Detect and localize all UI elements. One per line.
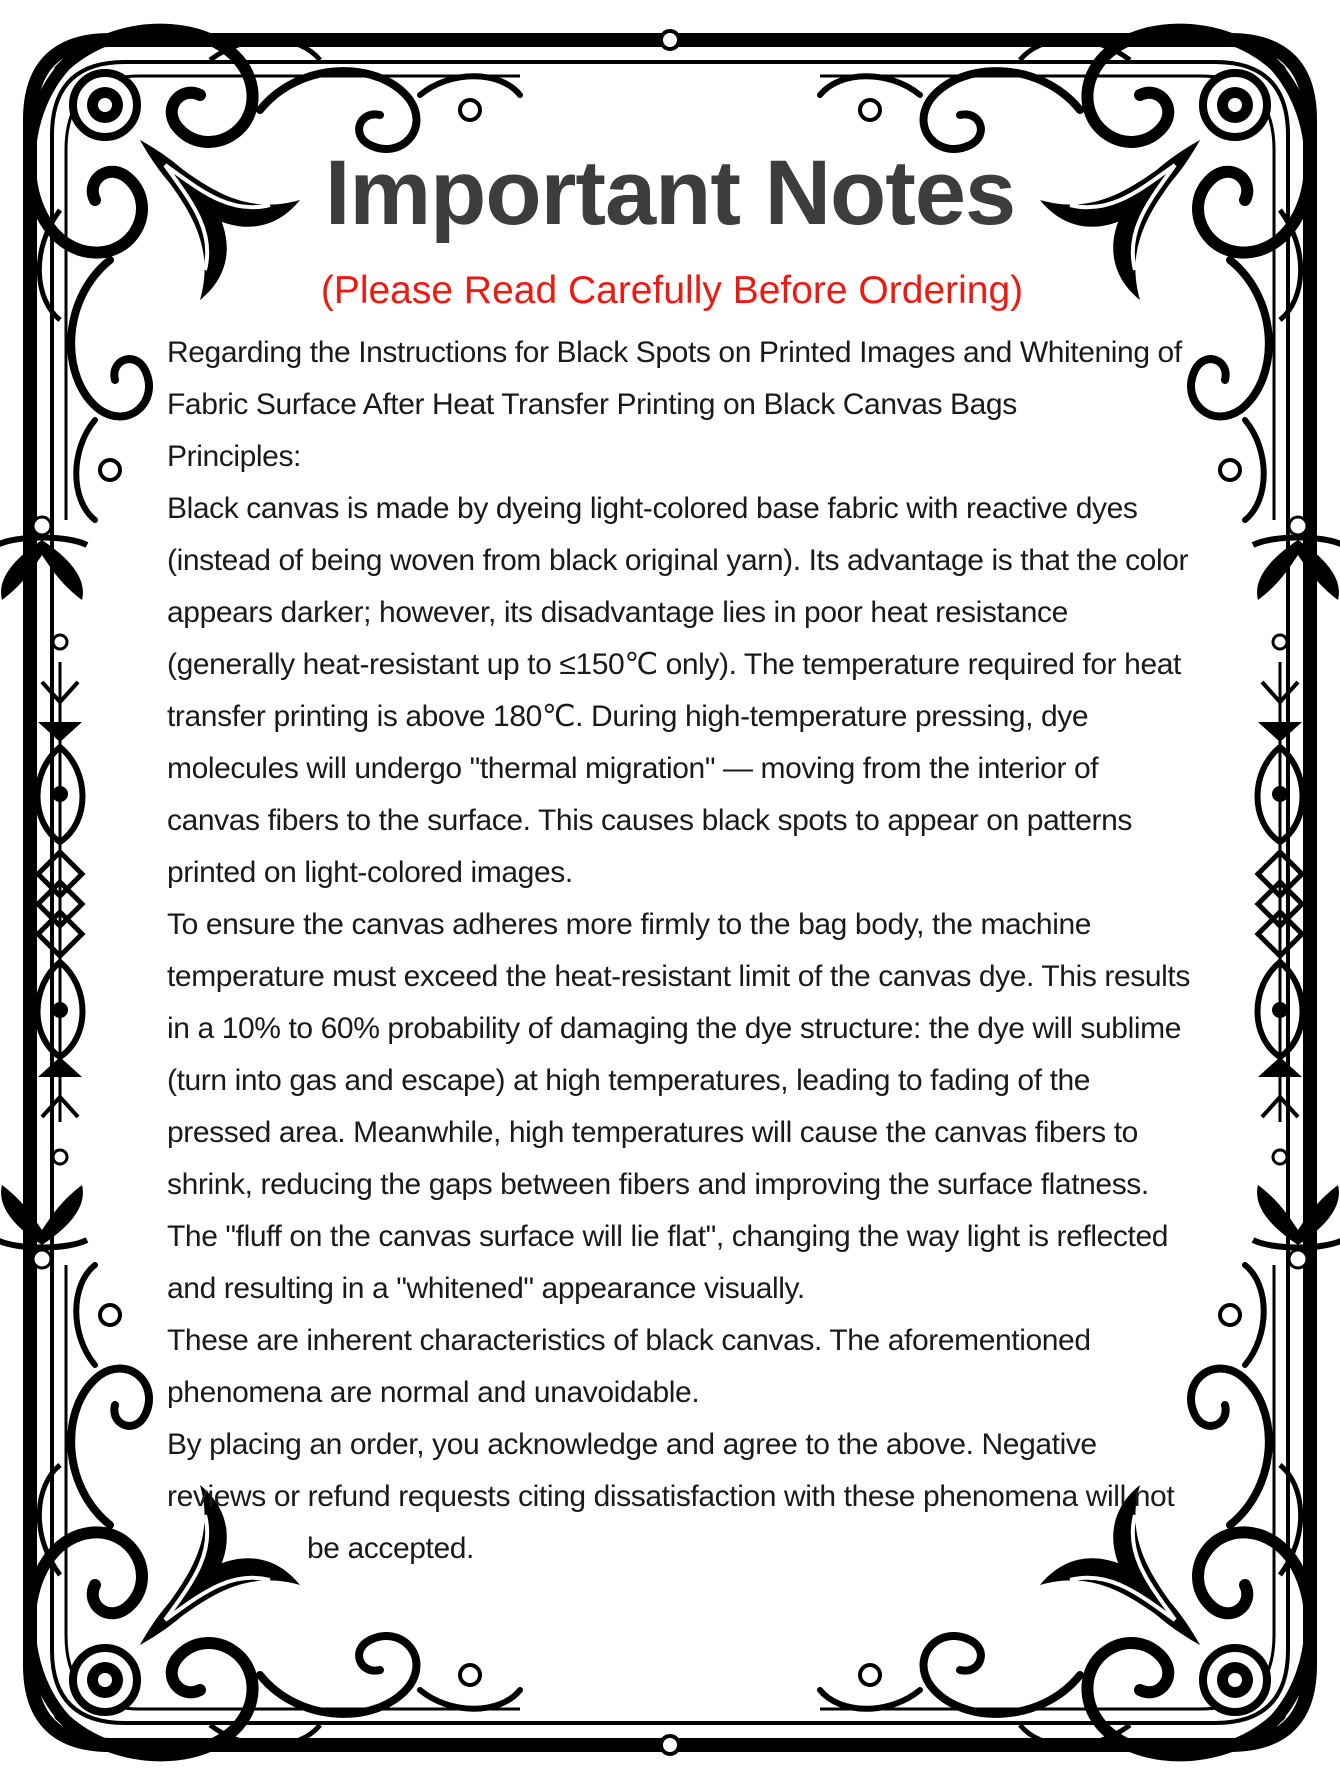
notes-heading-paragraph: Regarding the Instructions for Black Spots on Printed Images and Whitening of Fabric Surface After Heat Transfer Printing on Black Canvas Bags — [167, 336, 1182, 421]
principles-label: Principles: — [167, 440, 301, 473]
page-title: Important Notes — [324, 142, 1016, 244]
notes-body — [167, 327, 1197, 1575]
notes-paragraph-black-spots: Black canvas is made by dyeing light-colored base fabric with reactive dyes (instead of being woven from black original yarn). Its advantage is that the color appears darker; however, its disadvantage lies in poor heat resistance (generally heat-resistant up to ≤150℃ only). The temperature required for heat transfer printing is above 180℃. During high-temperature pressing, dye molecules will undergo "thermal migration" — moving from the interior of canvas fibers to the surface. This causes black spots to appear on patterns printed on light-colored images. — [167, 492, 1189, 889]
notes-paragraph-whitening: To ensure the canvas adheres more firmly to the bag body, the machine temperature must exceed the heat-resistant limit of the canvas dye. This results in a 10% to 60% probability of damaging the dye structure: the dye will sublime (turn into gas and escape) at high temperatures, leading to fading of the pressed area. Meanwhile, high temperatures will cause the canvas fibers to shrink, reducing the gaps between fibers and improving the surface flatness. The "fluff on the canvas surface will lie flat", changing the way light is reflected and resulting in a "whitened" appearance visually. — [167, 908, 1190, 1305]
notes-paragraph-agreement: By placing an order, you acknowledge and agree to the above. Negative reviews or refund requests citing dissatisfaction with these phenomena will not — [167, 1428, 1175, 1513]
notes-paragraph-characteristics: These are inherent characteristics of black canvas. The aforementioned phenomena are normal and unavoidable. — [167, 1324, 1091, 1409]
notes-closing-line: be accepted. — [307, 1532, 474, 1565]
page-subtitle: (Please Read Carefully Before Ordering) — [320, 269, 1024, 312]
